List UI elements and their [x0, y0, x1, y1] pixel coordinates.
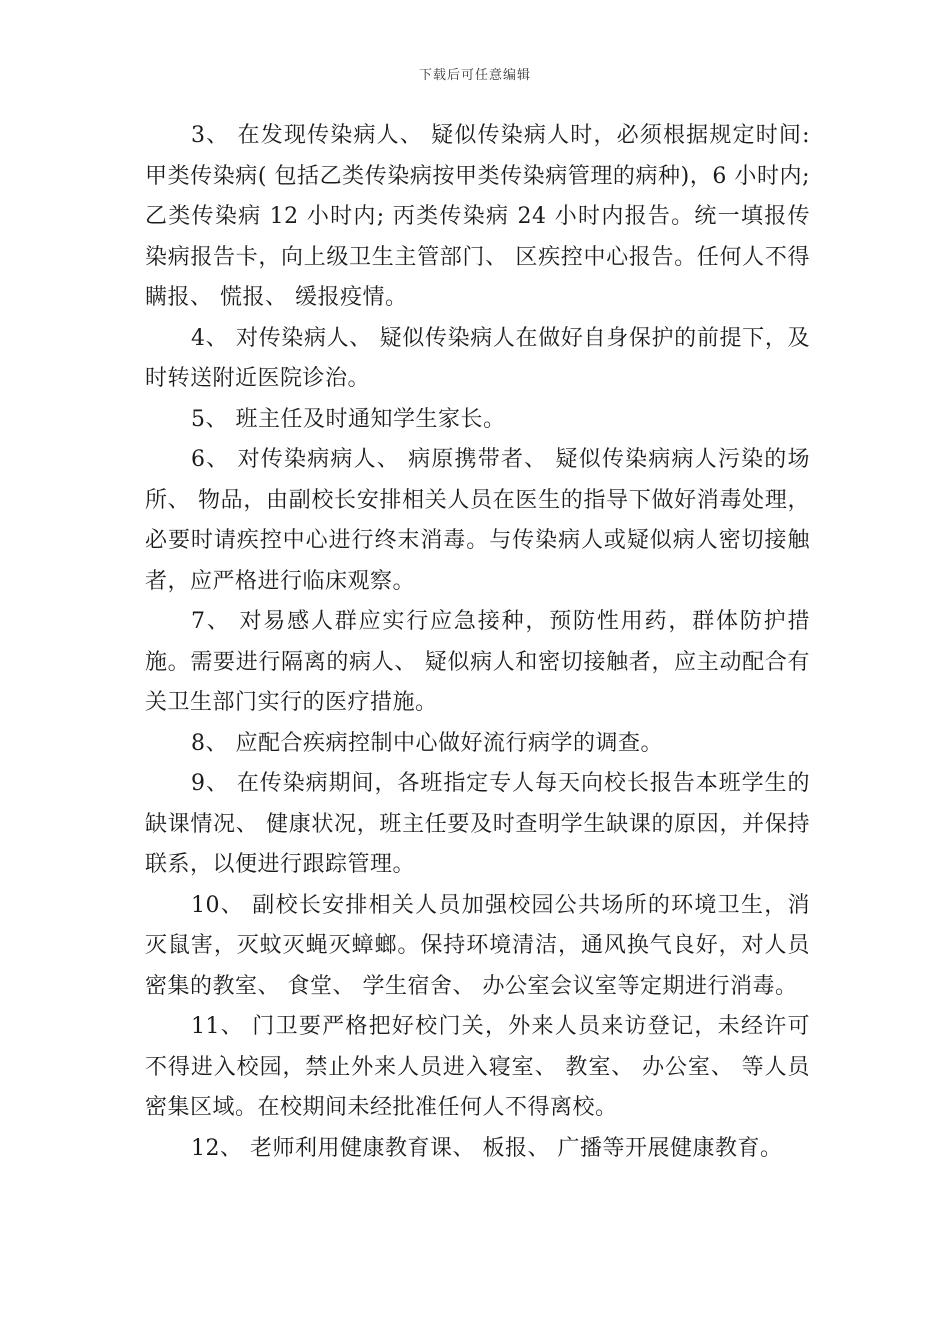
- page-header-note: 下载后可任意编辑: [418, 68, 531, 83]
- paragraph-item-10: 10、 副校长安排相关人员加强校园公共场所的环境卫生，消灭鼠害，灭蚊灭蝇灭蟑螂。保持环境清洁，通风换气良好，对人员密集的教室、 食堂、 学生宿舍、 办公室会议室等定期进行消毒。: [145, 892, 810, 999]
- document-body: [145, 116, 810, 1169]
- paragraph-item-6: 6、 对传染病病人、 病原携带者、 疑似传染病病人污染的场所、 物品，由副校长安排相关人员在医生的指导下做好消毒处理，必要时请疾控中心进行终末消毒。与传染病人或疑似病人密切接触者，应严格进行临床观察。: [145, 447, 810, 594]
- paragraph-item-11: 11、 门卫要严格把好校门关，外来人员来访登记，未经许可不得进入校园，禁止外来人员进入寝室、 教室、 办公室、 等人员密集区域。在校期间未经批准任何人不得离校。: [145, 1014, 810, 1120]
- paragraph-item-12: 12、 老师利用健康教育课、 板报、 广播等开展健康教育。: [191, 1135, 783, 1161]
- paragraph-item-9: 9、 在传染病期间，各班指定专人每天向校长报告本班学生的缺课情况、 健康状况，班主任要及时查明学生缺课的原因，并保持联系，以便进行跟踪管理。: [145, 771, 810, 877]
- paragraph-item-8: 8、 应配合疾病控制中心做好流行病学的调查。: [191, 730, 663, 756]
- paragraph-item-3: 3、 在发现传染病人、 疑似传染病人时，必须根据规定时间: 甲类传染病( 包括乙类传染病按甲类传染病管理的病种)，6 小时内; 乙类传染病 12 小时内; 丙类传染病 24 小时内报告。统一填报传染病报告卡，向上级卫生主管部门、 区疾控中心报告。任何人不得瞒报、 慌报、 缓报疫情。: [145, 123, 810, 310]
- paragraph-item-5: 5、 班主任及时通知学生家长。: [191, 406, 506, 432]
- paragraph-item-4: 4、 对传染病人、 疑似传染病人在做好自身保护的前提下，及时转送附近医院诊治。: [145, 325, 810, 391]
- paragraph-item-7: 7、 对易感人群应实行应急接种，预防性用药，群体防护措施。需要进行隔离的病人、 疑似病人和密切接触者，应主动配合有关卫生部门实行的医疗措施。: [145, 609, 810, 715]
